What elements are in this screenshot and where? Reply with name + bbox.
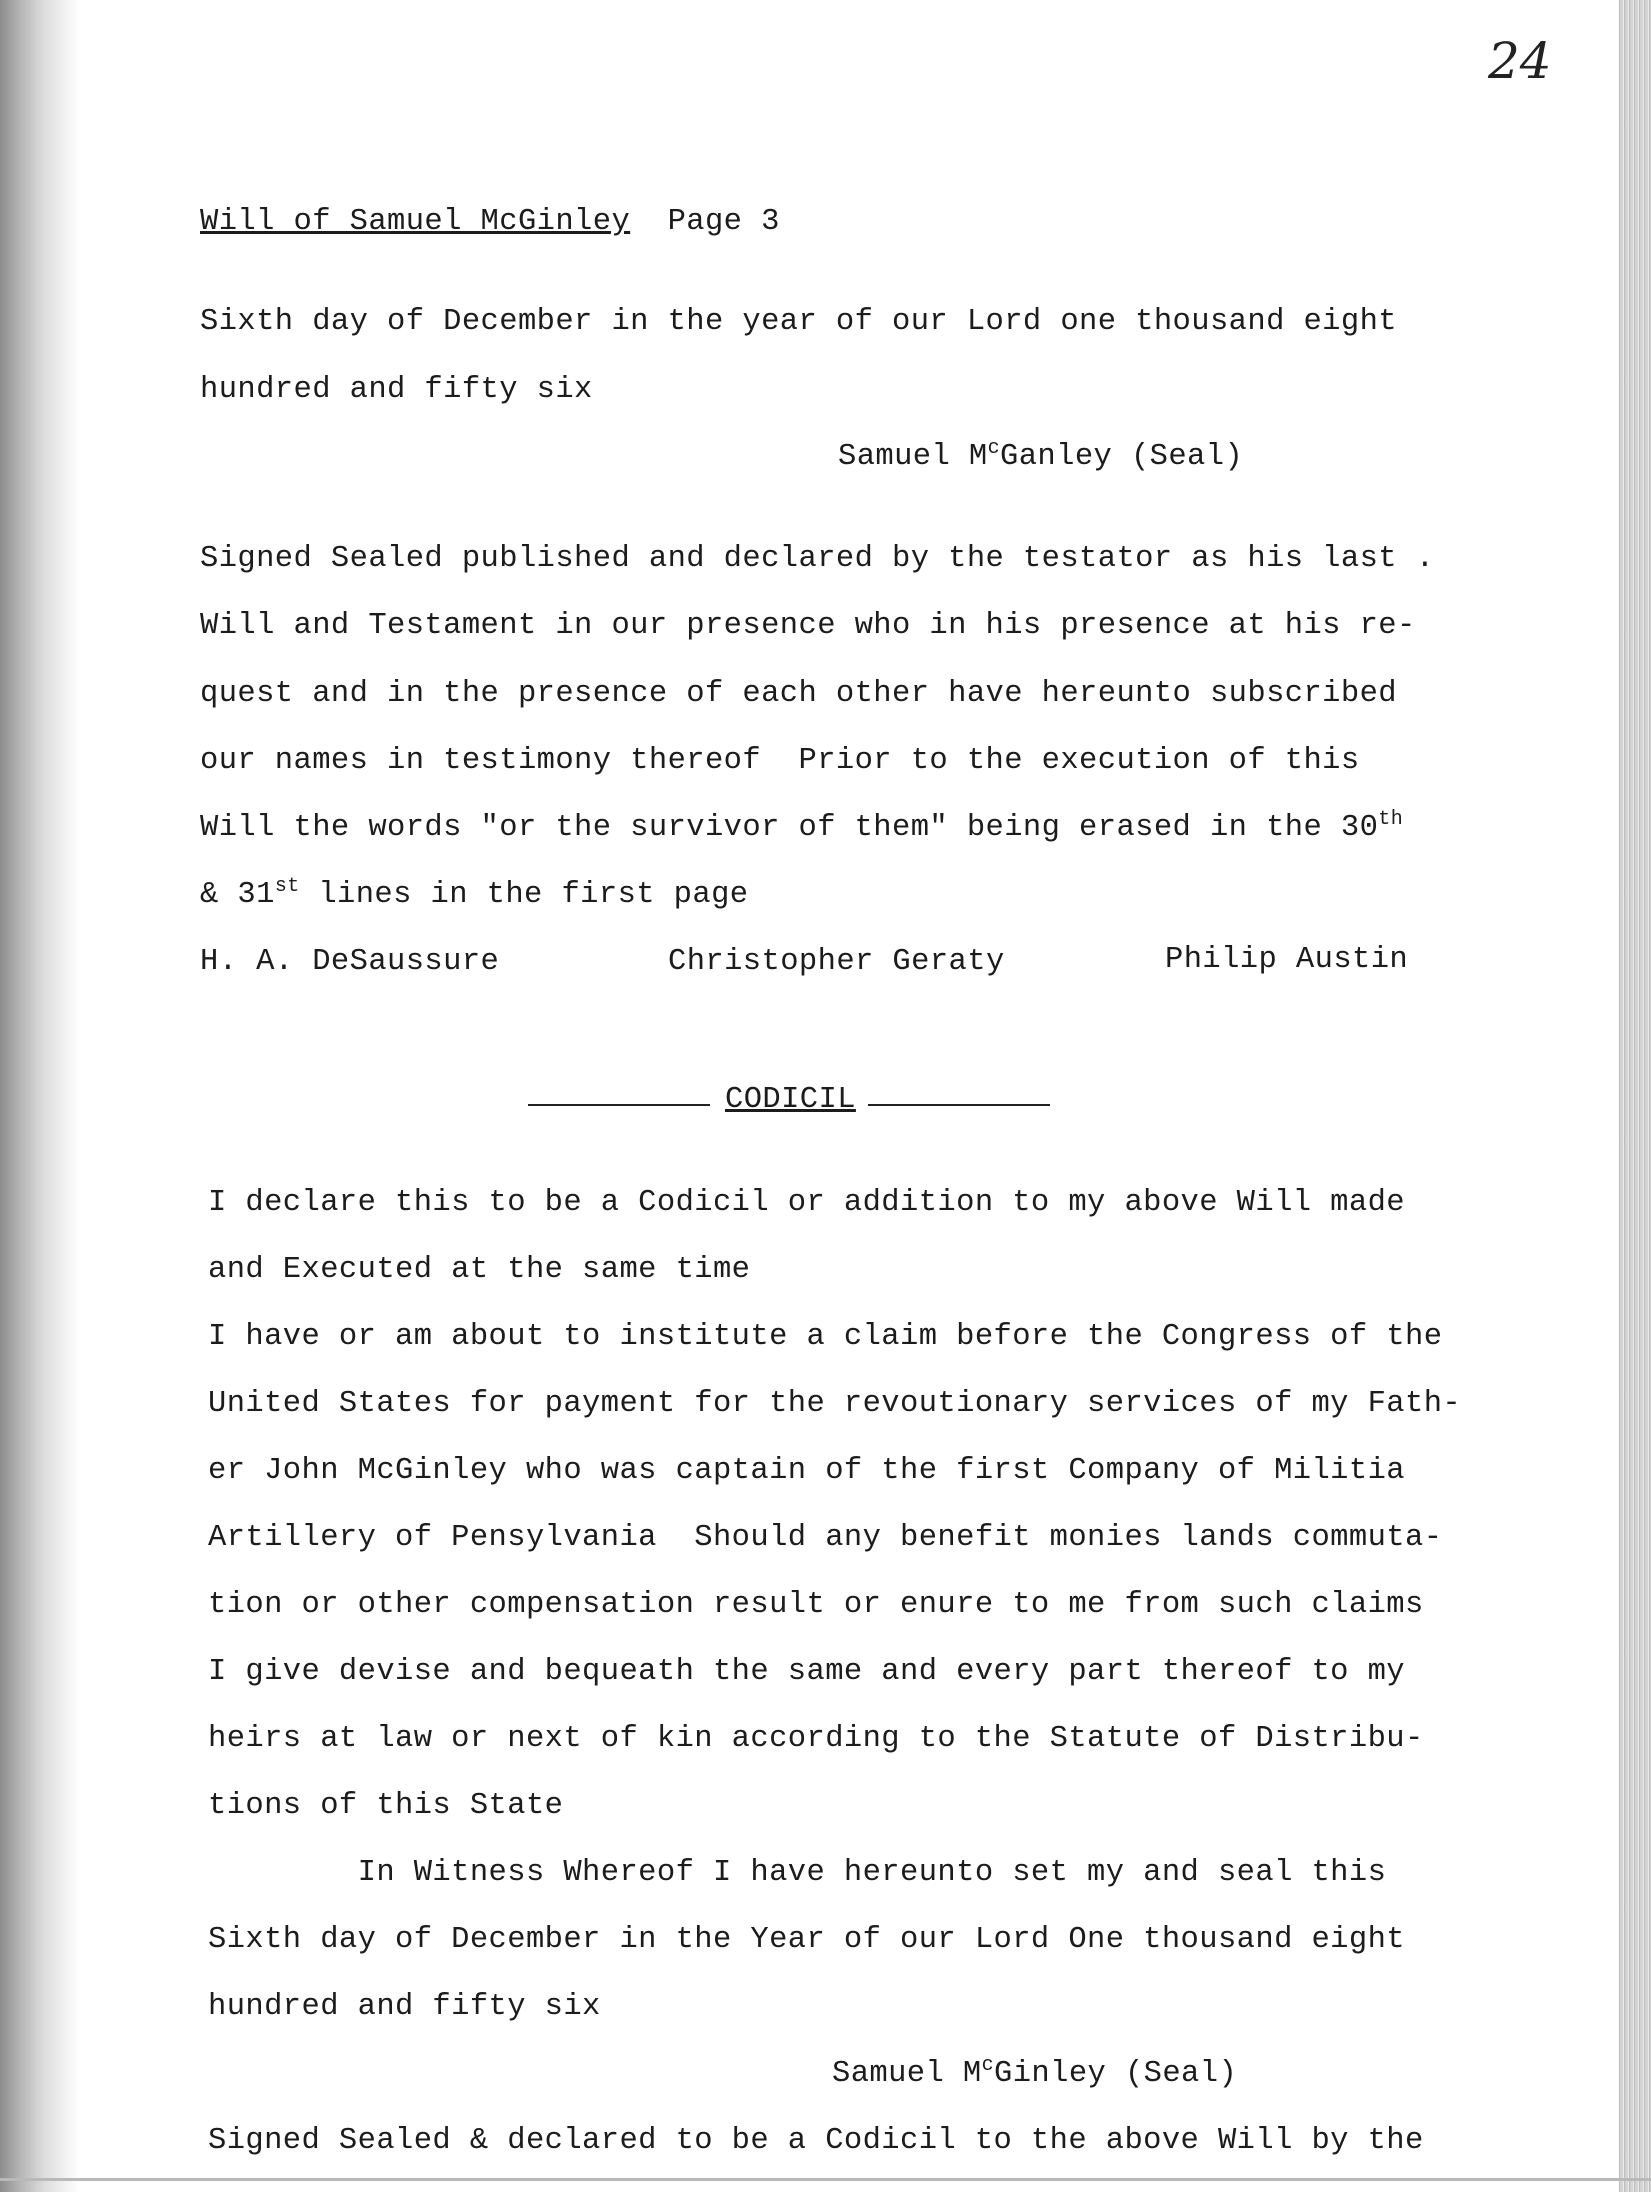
attestation-line-6: & 31st lines in the first page <box>200 874 749 912</box>
scan-bottom-edge <box>0 2178 1651 2181</box>
codicil-line-1: I declare this to be a Codicil or addition to my above Will made <box>208 1186 1405 1220</box>
will-closing-line-2: hundred and fifty six <box>200 373 593 407</box>
codicil-line-6: Artillery of Pensylvania Should any benefit monies lands commuta- <box>208 1521 1443 1555</box>
header-title: Will of Samuel McGinley <box>200 205 631 239</box>
codicil-line-3: I have or am about to institute a claim before the Congress of the <box>208 1320 1443 1354</box>
attestation-line-3: quest and in the presence of each other have hereunto subscribed <box>200 677 1397 711</box>
codicil-line-10: tions of this State <box>208 1789 564 1823</box>
codicil-signature: Samuel $M^cGinley$ (Seal) <box>832 2053 1238 2091</box>
scan-right-edge <box>1619 0 1651 2192</box>
will-closing-line-1: Sixth day of December in the year of our Lord one thousand eight <box>200 305 1397 339</box>
header-page-label: Page 3 <box>667 205 780 239</box>
codicil-line-9: heirs at law or next of kin according to the Statute of Distribu- <box>208 1722 1424 1756</box>
attestation-line-1: Signed Sealed published and declared by the testator as his last . <box>200 542 1435 576</box>
attestation-line-2: Will and Testament in our presence who in his presence at his re- <box>200 609 1416 643</box>
codicil-rule-left <box>528 1104 710 1106</box>
codicil-line-13: hundred and fifty six <box>208 1990 601 2024</box>
scan-left-shadow <box>0 0 80 2192</box>
attestation-line-5: Will the words "or the survivor of them" being erased in the 30th <box>200 807 1404 845</box>
codicil-rule-right <box>868 1104 1050 1106</box>
codicil-final-line: Signed Sealed & declared to be a Codicil to the above Will by the <box>208 2124 1424 2158</box>
codicil-line-2: and Executed at the same time <box>208 1253 751 1287</box>
witness-1: H. A. DeSaussure <box>200 945 500 979</box>
will-signature: Samuel $M^cGanley$ (Seal) <box>838 436 1244 474</box>
document-header <box>200 205 780 239</box>
witness-3: Philip Austin <box>1165 943 1409 977</box>
codicil-line-7: tion or other compensation result or enure to me from such claims <box>208 1588 1424 1622</box>
codicil-line-4: United States for payment for the revoutionary services of my Fath- <box>208 1387 1462 1421</box>
codicil-line-5: er John McGinley who was captain of the first Company of Militia <box>208 1454 1405 1488</box>
witness-2: Christopher Geraty <box>668 945 1005 979</box>
codicil-line-8: I give devise and bequeath the same and every part thereof to my <box>208 1655 1405 1689</box>
codicil-line-11: In Witness Whereof I have hereunto set my and seal this <box>208 1856 1387 1890</box>
page-number: 24 <box>1488 32 1552 90</box>
codicil-heading: CODICIL <box>725 1083 856 1117</box>
codicil-line-12: Sixth day of December in the Year of our Lord One thousand eight <box>208 1923 1405 1957</box>
attestation-line-4: our names in testimony thereof Prior to the execution of this <box>200 744 1360 778</box>
